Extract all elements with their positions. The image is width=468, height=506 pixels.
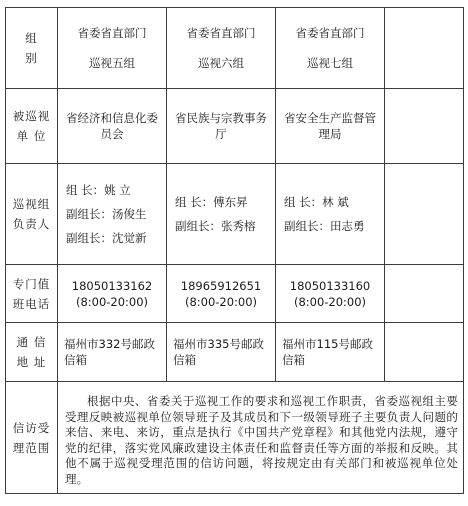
unit-cell-7 [276, 89, 385, 164]
group-name: 巡视六组 [198, 56, 244, 70]
leader-line: 组 长：林 斌 [284, 195, 349, 209]
unit-row [6, 89, 464, 164]
leader-label-line-1: 巡视组 [12, 197, 51, 211]
duty-phone-number: 18050133162 [71, 278, 153, 293]
duty-phone-number: 18050133160 [289, 278, 371, 293]
scope-label-line-1: 信访受 [12, 420, 51, 435]
leader-label-line-2: 负责人 [12, 217, 51, 231]
duty-phone-number: 18965912651 [180, 278, 262, 293]
group-empty-cell [385, 8, 464, 89]
unit-empty-cell [385, 89, 464, 164]
leader-list [276, 193, 384, 235]
address-cell-7 [276, 323, 385, 382]
phone-row [6, 265, 464, 323]
unit-label [13, 106, 51, 146]
address-label-cell [6, 323, 58, 382]
leader-line: 组 长：傅东昇 [175, 195, 248, 209]
group-cell-7 [276, 8, 385, 89]
scope-label-cell [6, 382, 58, 494]
inspected-unit: 省民族与宗教事务厅 [175, 111, 267, 141]
mailbox-address: 福州市115号邮政信箱 [282, 337, 373, 367]
phone-cell-6 [167, 265, 276, 323]
unit-label-cell [6, 89, 58, 164]
group-cell-6 [167, 8, 276, 89]
duty-phone-hours: (8:00-20:00) [293, 294, 367, 309]
phone-label-line-1: 专门值 [12, 276, 51, 291]
unit-label-line-1: 被巡视 [12, 109, 51, 123]
leader-cell-6 [167, 164, 276, 265]
address-cell-6 [167, 323, 276, 382]
address-label-line-1: 通 信 [16, 335, 47, 349]
leader-line: 副组长：汤俊生 [66, 207, 147, 221]
scope-paragraph: 根据中央、省委关于巡视工作的要求和巡视工作职责，省委巡视组主要受理反映被巡视单位领导班子及其成员和下一级领导班子主要负责人问题的来信、来电、来访，重点是执行《中国共产党章程》和其他党内法规，遵守党的纪律，落实党风廉政建设主体责任和监督责任等方面的举报和反映。其他不属于巡视受理范围的信访问题，将按规定由有关部门和被巡视单位处理。 [65, 394, 458, 486]
inspected-unit: 省安全生产监督管理局 [284, 111, 376, 141]
leader-row [6, 164, 464, 265]
phone-empty-cell [385, 265, 464, 323]
group-row [6, 8, 464, 89]
phone-cell-7 [276, 265, 385, 323]
group-name: 巡视七组 [307, 56, 353, 70]
scope-label-line-2: 理范围 [12, 440, 51, 455]
leader-cell-5 [58, 164, 167, 265]
phone-label-line-2: 班电话 [12, 296, 51, 311]
inspected-unit: 省经济和信息化委员会 [66, 111, 158, 141]
leader-label [13, 194, 51, 234]
duty-phone-hours: (8:00-20:00) [75, 294, 149, 309]
scope-text-cell [58, 382, 464, 494]
leader-list [167, 193, 275, 235]
group-label-line-1: 组 [25, 31, 38, 45]
scope-label [13, 418, 51, 458]
duty-phone-hours: (8:00-20:00) [184, 294, 258, 309]
mailbox-address: 福州市332号邮政信箱 [64, 337, 155, 367]
inspection-table [5, 7, 464, 494]
leader-line: 副组长：田志勇 [284, 219, 365, 233]
leader-line: 副组长：张秀榕 [175, 219, 256, 233]
leader-line: 副组长：沈觉新 [66, 231, 147, 245]
phone-label [13, 274, 51, 314]
group-label-cell [6, 8, 58, 89]
address-row [6, 323, 464, 382]
group-cell-5 [58, 8, 167, 89]
phone-cell-5 [58, 265, 167, 323]
leader-line: 组 长：姚 立 [66, 183, 131, 197]
group-dept: 省委省直部门 [186, 26, 256, 40]
leader-label-cell [6, 164, 58, 265]
group-name: 巡视五组 [89, 56, 135, 70]
group-label [25, 28, 38, 68]
phone-label-cell [6, 265, 58, 323]
mailbox-address: 福州市335号邮政信箱 [173, 337, 264, 367]
unit-label-line-2: 单 位 [16, 129, 47, 143]
unit-cell-5 [58, 89, 167, 164]
address-empty-cell [385, 323, 464, 382]
scope-row [6, 382, 464, 494]
address-label [17, 332, 47, 372]
leader-list [58, 181, 166, 247]
unit-cell-6 [167, 89, 276, 164]
leader-empty-cell [385, 164, 464, 265]
group-label-line-2: 别 [25, 51, 38, 65]
leader-cell-7 [276, 164, 385, 265]
group-dept: 省委省直部门 [295, 26, 365, 40]
group-dept: 省委省直部门 [77, 26, 147, 40]
address-label-line-2: 地 址 [16, 355, 47, 369]
address-cell-5 [58, 323, 167, 382]
